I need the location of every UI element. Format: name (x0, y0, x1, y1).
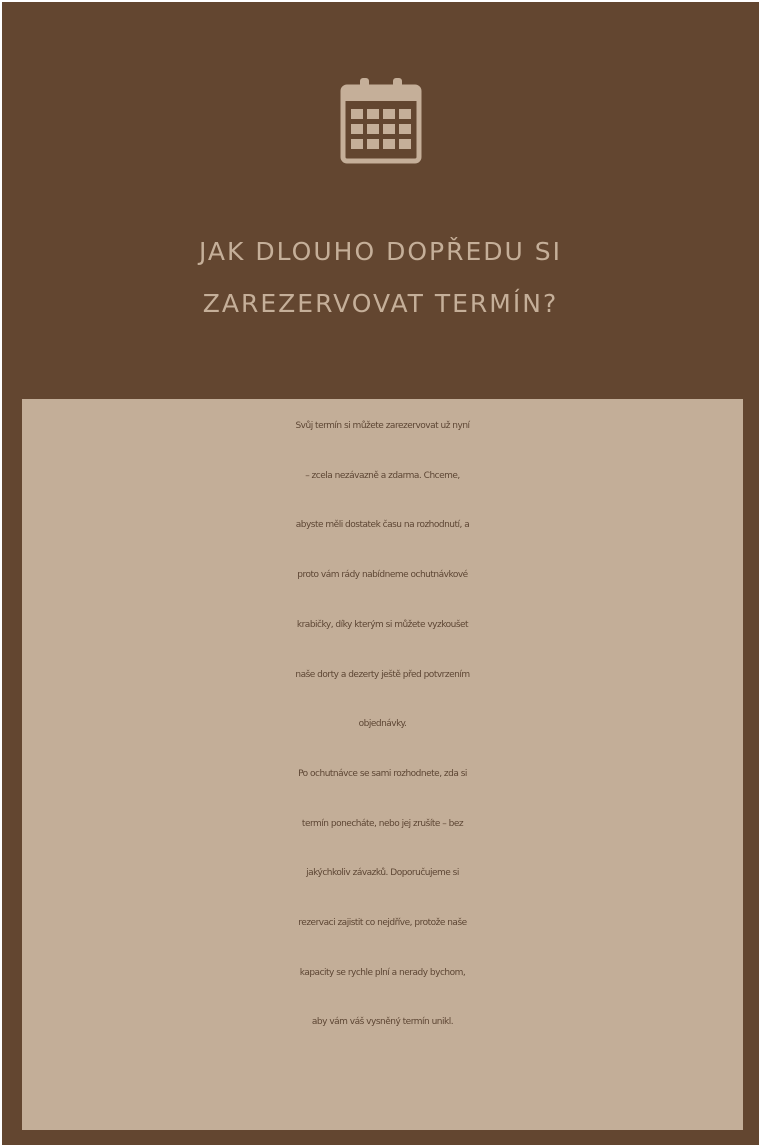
answer-line: abyste měli dostatek času na rozhodnutí, a (295, 520, 470, 531)
faq-title-line: JAK DLOUHO DOPŘEDU SI (199, 237, 562, 266)
answer-line: aby vám váš vysněný termín unikl. (311, 1017, 454, 1028)
answer-line: objednávky. (358, 719, 407, 730)
answer-text (22, 402, 743, 1048)
answer-line: termín ponecháte, nebo jej zrušíte – bez (301, 818, 464, 829)
answer-line: kapacity se rychle plní a nerady bychom, (299, 967, 466, 978)
answer-line: naše dorty a dezerty ještě před potvrzením (295, 669, 470, 680)
answer-line: krabičky, díky kterým si můžete vyzkoušet (296, 619, 469, 630)
faq-title-line: ZAREZERVOVAT TERMÍN? (202, 289, 559, 318)
calendar-icon (340, 78, 422, 164)
answer-box (22, 399, 743, 1130)
answer-line: Svůj termín si můžete zarezervovat už nyní (295, 421, 470, 431)
answer-line: rezervaci zajistit co nejdříve, protože naše (298, 918, 467, 929)
answer-line: Po ochutnávce se sami rozhodnete, zda si (298, 768, 467, 779)
answer-line: – zcela nezávazně a zdarma. Chceme, (305, 470, 460, 481)
answer-line: jakýchkoliv závazků. Doporučujeme si (306, 868, 459, 879)
faq-title (2, 226, 759, 330)
answer-line: proto vám rády nabídneme ochutnávkové (297, 570, 468, 581)
